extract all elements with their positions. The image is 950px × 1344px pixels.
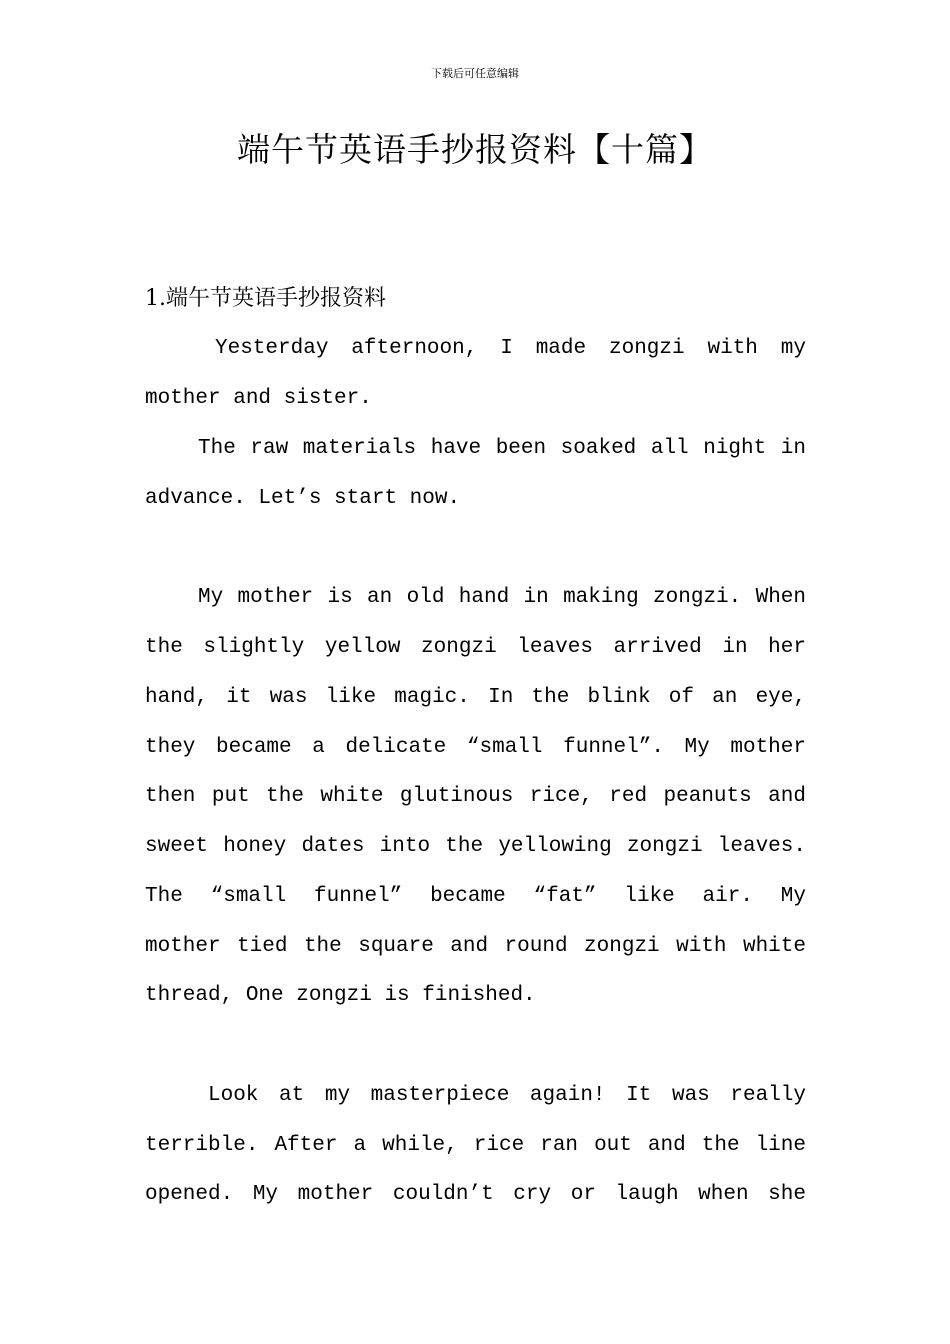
paragraph-line: My mother is an old hand in making zongzi. When — [198, 586, 806, 609]
paragraph-line: Yesterday afternoon, I made zongzi with my — [215, 337, 806, 360]
section-heading: 1.端午节英语手抄报资料 — [145, 286, 386, 311]
paragraph-line: thread, One zongzi is finished. — [145, 984, 536, 1007]
paragraph-line: The raw materials have been soaked all night in — [198, 437, 806, 460]
paragraph-line: opened. My mother couldn’t cry or laugh when she — [145, 1183, 806, 1206]
header-note: 下载后可任意编辑 — [431, 67, 519, 80]
paragraph-line: advance. Let’s start now. — [145, 487, 461, 510]
paragraph-line: the slightly yellow zongzi leaves arrived in her — [145, 636, 806, 659]
paragraph-line: they became a delicate “small funnel”. My mother — [145, 736, 806, 759]
paragraph-line: The “small funnel” became “fat” like air. My — [145, 885, 806, 908]
paragraph-line: mother tied the square and round zongzi with white — [145, 935, 806, 958]
paragraph-line: sweet honey dates into the yellowing zongzi leaves. — [145, 835, 806, 858]
paragraph-line: mother and sister. — [145, 387, 372, 410]
paragraph-line: Look at my masterpiece again! It was really — [208, 1084, 806, 1107]
paragraph-line: hand, it was like magic. In the blink of an eye, — [145, 686, 806, 709]
paragraph-line: then put the white glutinous rice, red peanuts and — [145, 785, 806, 808]
paragraph-line: terrible. After a while, rice ran out and the line — [145, 1134, 806, 1157]
document-title: 端午节英语手抄报资料【十篇】 — [237, 130, 713, 169]
